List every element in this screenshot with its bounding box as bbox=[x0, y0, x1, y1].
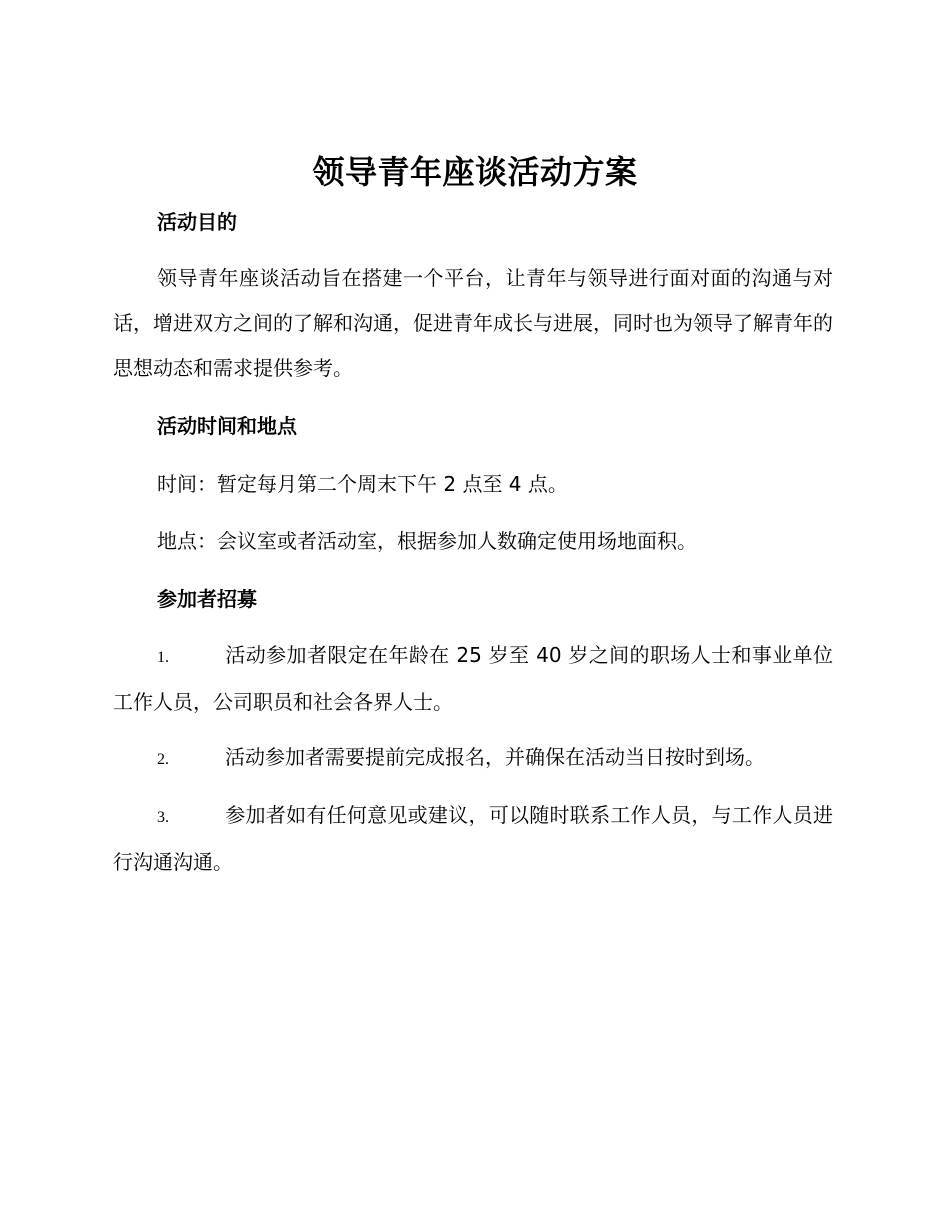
list-item bbox=[113, 793, 833, 885]
document-title: 领导青年座谈活动方案 bbox=[312, 153, 638, 191]
list-item-text: 活动参加者限定在年龄在 25 岁至 40 岁之间的职场人士和事业单位工作人员，公司职员和社会各界人士。 bbox=[113, 643, 833, 714]
list-item-number: 3. bbox=[157, 809, 169, 826]
section-heading-recruitment: 参加者招募 bbox=[157, 587, 257, 611]
list-item-text: 活动参加者需要提前完成报名，并确保在活动当日按时到场。 bbox=[225, 745, 765, 769]
section-paragraph-purpose: 领导青年座谈活动旨在搭建一个平台，让青年与领导进行面对面的沟通与对话，增进双方之间的了解和沟通，促进青年成长与进展，同时也为领导了解青年的思想动态和需求提供参考。 bbox=[113, 266, 833, 380]
section-heading-time-place: 活动时间和地点 bbox=[157, 414, 297, 438]
list-item-text: 参加者如有任何意见或建议，可以随时联系工作人员，与工作人员进行沟通沟通。 bbox=[113, 803, 833, 874]
list-item-number: 1. bbox=[157, 649, 169, 666]
time-line: 时间：暂定每月第二个周末下午 2 点至 4 点。 bbox=[157, 472, 568, 496]
list-item-number: 2. bbox=[157, 751, 169, 768]
section-heading-purpose: 活动目的 bbox=[157, 210, 237, 234]
place-line: 地点：会议室或者活动室，根据参加人数确定使用场地面积。 bbox=[157, 529, 697, 553]
list-item bbox=[113, 633, 833, 725]
list-item bbox=[113, 735, 833, 782]
